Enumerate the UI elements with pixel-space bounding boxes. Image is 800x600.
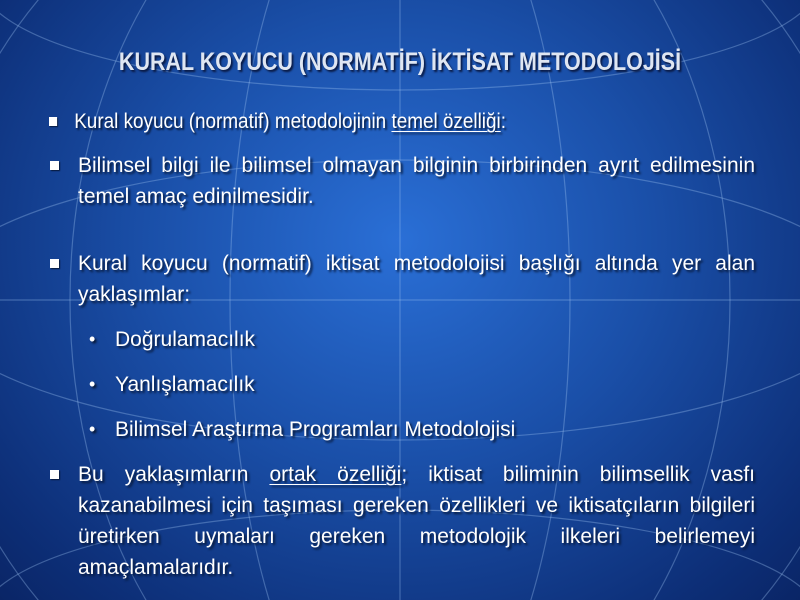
bullet-text: Kural koyucu (normatif) iktisat metodolojisi başlığı altında yer alan yaklaşımlar:: [78, 252, 755, 306]
round-bullet-icon: •: [89, 374, 96, 394]
bullet-text: Bilimsel bilgi ile bilimsel olmayan bilginin birbirinden ayrıt edilmesinin temel amaç edinilmesidir.: [78, 154, 755, 208]
square-bullet-icon: [49, 117, 57, 126]
sub-item-bap-metodolojisi: [40, 414, 755, 445]
bullet-ortak-ozellik: [40, 459, 755, 583]
round-bullet-icon: •: [89, 419, 96, 439]
bullet-tail: ; iktisat biliminin bilimsellik vasfı kazanabilmesi için taşıması gereken özellikleri ve iktisatçıların bilgileri üretirken uymaları gereken metodolojik ilkeleri belirlemeyi amaçlamalarıdır.: [78, 463, 755, 579]
square-bullet-icon: [50, 470, 59, 479]
slide-content: [40, 106, 755, 583]
bullet-text: Kural koyucu (normatif) metodolojinin: [74, 110, 392, 133]
bullet-prefix: Bu yaklaşımların: [78, 463, 270, 486]
round-bullet-icon: •: [89, 329, 96, 349]
sub-item-yanlislamacilik: [40, 369, 755, 400]
sub-item-text: Bilimsel Araştırma Programları Metodolojisi: [115, 418, 516, 441]
slide-title: KURAL KOYUCU (NORMATİF) İKTİSAT METODOLOJİSİ: [118, 48, 682, 76]
square-bullet-icon: [50, 161, 59, 170]
bullet-emphasis: ortak özelliği: [269, 463, 402, 486]
square-bullet-icon: [50, 259, 59, 268]
bullet-temel-ozellik: [40, 106, 684, 137]
sub-item-text: Yanlışlamacılık: [115, 373, 255, 396]
bullet-emphasis: temel özelliği: [391, 110, 501, 133]
bullet-tail: :: [500, 110, 506, 133]
sub-item-dogrulamacilik: [40, 324, 755, 355]
bullet-amac: [40, 150, 755, 212]
bullet-yaklasimlar: [40, 248, 755, 310]
sub-item-text: Doğrulamacılık: [115, 328, 256, 351]
